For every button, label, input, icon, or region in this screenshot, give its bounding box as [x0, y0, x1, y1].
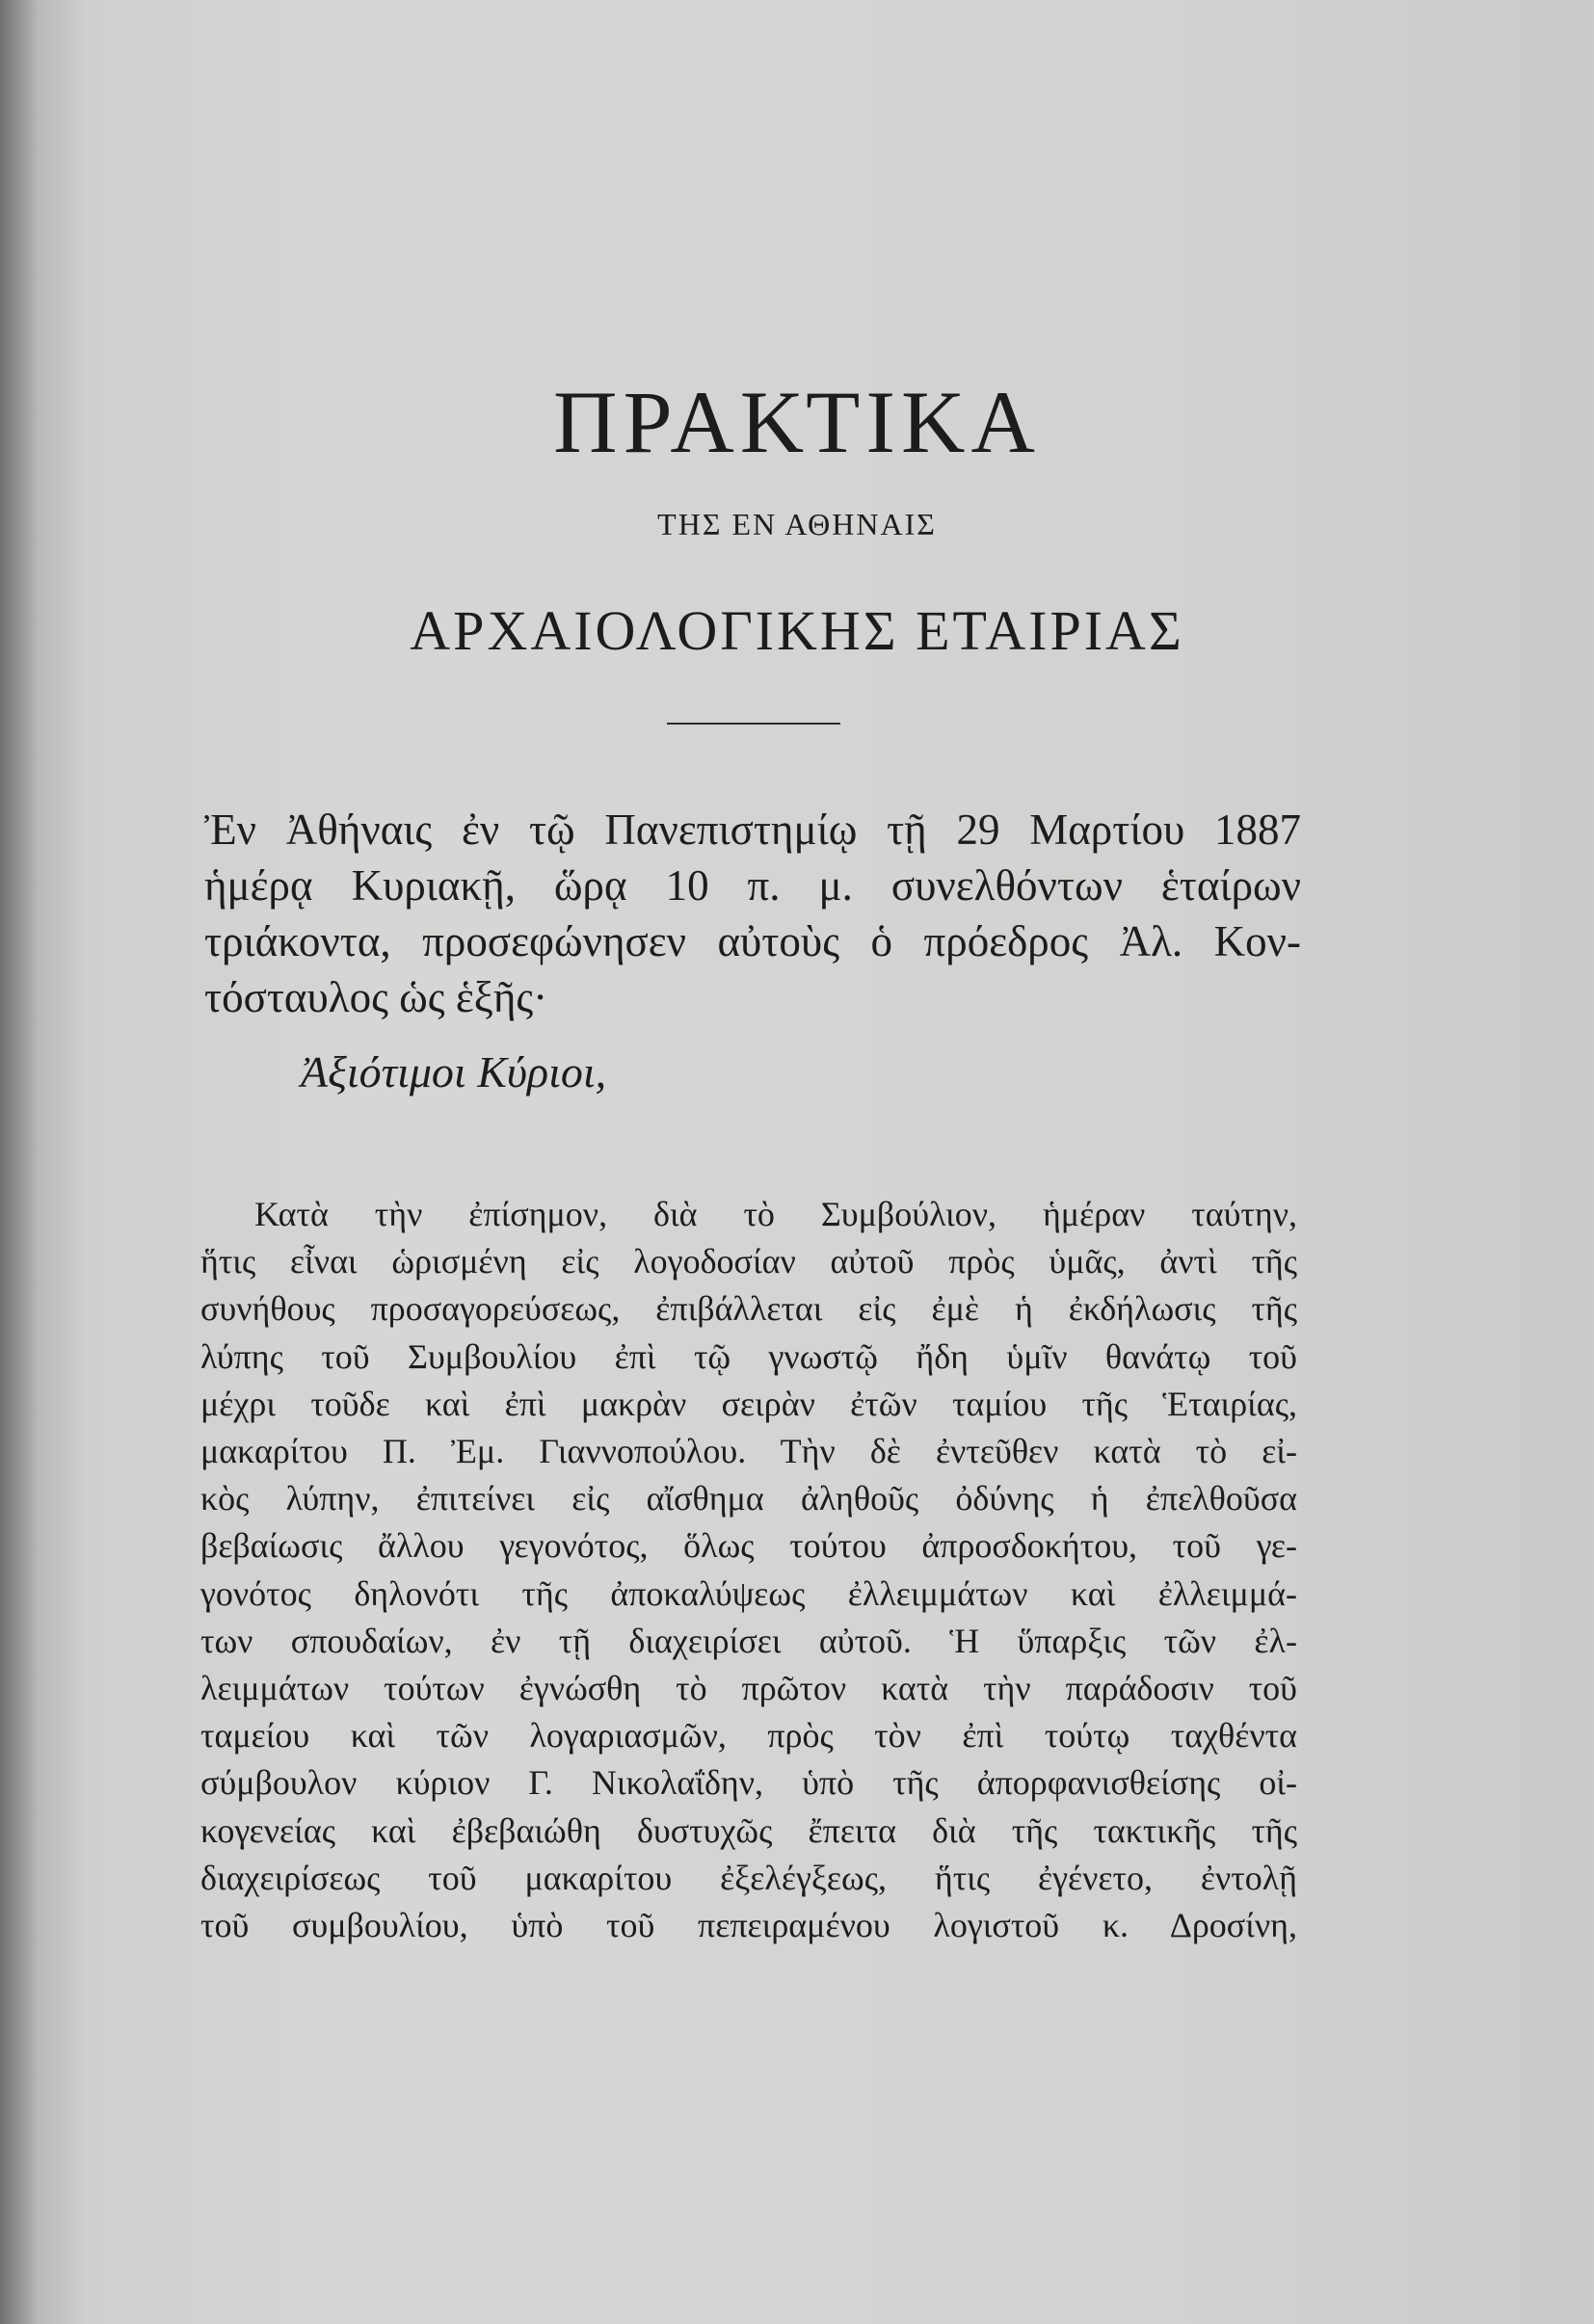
salutation: Ἀξιότιμοι Κύριοι,	[301, 1047, 607, 1096]
body-line: μέχρι τοῦδε καὶ ἐπὶ μακρὰν σειρὰν ἐτῶν ταμίου τῆς Ἑταιρίας,	[200, 1384, 1297, 1423]
body-line: μακαρίτου Π. Ἐμ. Γιαννοπούλου. Τὴν δὲ ἐντεῦθεν κατὰ τὸ εἰ-	[200, 1432, 1297, 1471]
intro-paragraph	[204, 802, 1301, 1025]
body-line: ταμείου καὶ τῶν λογαριασμῶν, πρὸς τὸν ἐπὶ τούτῳ ταχθέντα	[200, 1716, 1297, 1756]
body-line: λύπης τοῦ Συμβουλίου ἐπὶ τῷ γνωστῷ ἤδη ὑμῖν θανάτῳ τοῦ	[200, 1336, 1297, 1376]
intro-line: Ἐν Ἀθήναις ἐν τῷ Πανεπιστημίῳ τῇ 29 Μαρτίου 1887	[204, 805, 1301, 854]
body-line: σύμβουλον κύριον Γ. Νικολαΐδην, ὑπὸ τῆς ἀπορφανισθείσης οἰ-	[200, 1763, 1297, 1803]
intro-line: τόσταυλος ὡς ἑξῆς·	[204, 973, 548, 1021]
body-line: βεβαίωσις ἄλλου γεγονότος, ὅλως τούτου ἀπροσδοκήτου, τοῦ γε-	[200, 1526, 1297, 1566]
body-line: λειμμάτων τούτων ἐγνώσθη τὸ πρῶτον κατὰ τὴν παράδοσιν τοῦ	[200, 1669, 1297, 1708]
body-line: συνήθους προσαγορεύσεως, ἐπιβάλλεται εἰς ἐμὲ ἡ ἐκδήλωσις τῆς	[200, 1289, 1297, 1329]
body-line: κὸς λύπην, ἐπιτείνει εἰς αἴσθημα ἀληθοῦς ὀδύνης ἡ ἐπελθοῦσα	[200, 1479, 1297, 1519]
body-paragraph	[200, 1191, 1297, 1949]
body-line: κογενείας καὶ ἐβεβαιώθη δυστυχῶς ἔπειτα διὰ τῆς τακτικῆς τῆς	[200, 1810, 1297, 1850]
body-line: τοῦ συμβουλίου, ὑπὸ τοῦ πεπειραμένου λογιστοῦ κ. Δροσίνη,	[200, 1906, 1297, 1945]
body-line: των σπουδαίων, ἐν τῇ διαχειρίσει αὐτοῦ. Ἡ ὕπαρξις τῶν ἐλ-	[200, 1621, 1297, 1660]
title-divider	[667, 723, 840, 725]
intro-line: ἡμέρᾳ Κυριακῇ, ὥρᾳ 10 π. μ. συνελθόντων ἑταίρων	[204, 861, 1301, 910]
body-line: γονότος δηλονότι τῆς ἀποκαλύψεως ἐλλειμμάτων καὶ ἐλλειμμά-	[200, 1573, 1297, 1613]
page-title: ΠΡΑΚΤΙΚΑ	[553, 373, 1041, 471]
body-line: Κατὰ τὴν ἐπίσημον, διὰ τὸ Συμβούλιον, ἡμέραν ταύτην,	[254, 1195, 1297, 1233]
page-subtitle: ΤΗΣ ΕΝ ΑΘΗΝΑΙΣ	[657, 507, 937, 541]
intro-line: τριάκοντα, προσεφώνησεν αὐτοὺς ὁ πρόεδρος Ἀλ. Κον-	[204, 917, 1301, 965]
body-line: ἥτις εἶναι ὡρισμένη εἰς λογοδοσίαν αὐτοῦ πρὸς ὑμᾶς, ἀντὶ τῆς	[200, 1242, 1297, 1281]
body-line: διαχειρίσεως τοῦ μακαρίτου ἐξελέγξεως, ἥτις ἐγένετο, ἐντολῇ	[200, 1858, 1297, 1897]
society-name: ΑΡΧΑΙΟΛΟΓΙΚΗΣ ΕΤΑΙΡΙΑΣ	[410, 599, 1184, 662]
